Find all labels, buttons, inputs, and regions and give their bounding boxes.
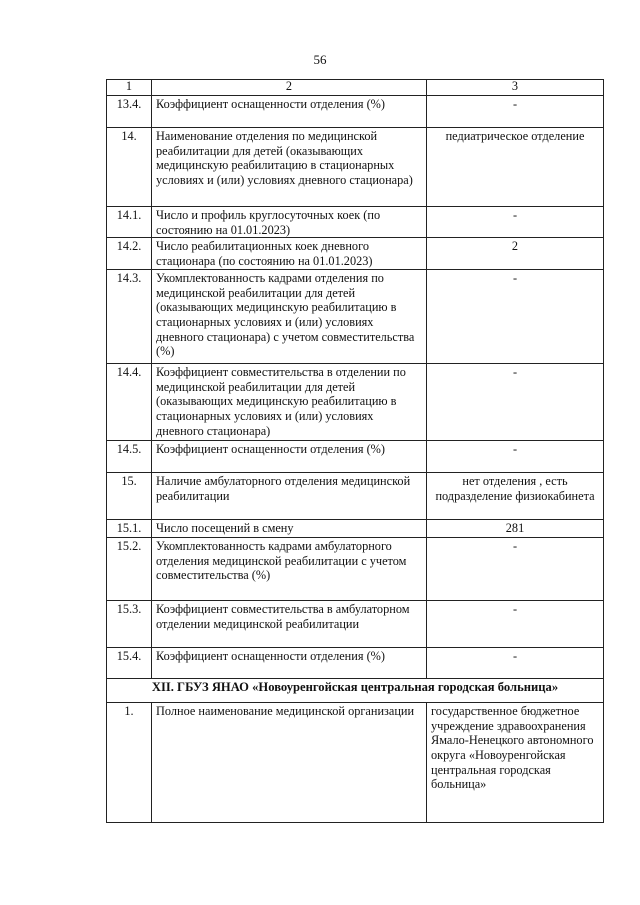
table-row (107, 364, 604, 441)
row-value: - (427, 538, 604, 601)
row-label: Укомплектованность кадрами амбулаторного отделения медицинской реабилитации с учетом совместительства (%) (152, 538, 427, 601)
row-label: Полное наименование медицинской организации (152, 703, 427, 823)
row-label: Наименование отделения по медицинской реабилитации для детей (оказывающих медицинскую реабилитацию в стационарных условиях и (или) условиях дневного стационара) (152, 128, 427, 207)
row-number: 13.4. (107, 96, 152, 128)
row-value: государственное бюджетное учреждение здравоохранения Ямало-Ненецкого автономного округа «Новоуренгойская центральная городская больница» (427, 703, 604, 823)
table-row (107, 238, 604, 270)
row-value: нет отделения , есть подразделение физиокабинета (427, 473, 604, 520)
row-value: педиатрическое отделение (427, 128, 604, 207)
section-header-row (107, 679, 604, 703)
data-table (106, 79, 604, 823)
row-value: - (427, 441, 604, 473)
row-label: Коэффициент совместительства в отделении по медицинской реабилитации для детей (оказывающих медицинскую реабилитацию в стационарных условиях и (или) условиях дневного стационара) (152, 364, 427, 441)
row-value: - (427, 648, 604, 679)
row-value: - (427, 96, 604, 128)
row-number: 14.2. (107, 238, 152, 270)
row-label: Число посещений в смену (152, 520, 427, 538)
row-number: 15.1. (107, 520, 152, 538)
table-header-row (107, 80, 604, 96)
section-title: XII. ГБУЗ ЯНАО «Новоуренгойская центральная городская больница» (107, 679, 604, 703)
row-number: 15.2. (107, 538, 152, 601)
row-value: - (427, 270, 604, 364)
row-number: 14.1. (107, 207, 152, 238)
header-col-1: 1 (107, 80, 152, 96)
header-col-2: 2 (152, 80, 427, 96)
table-row (107, 441, 604, 473)
table-row (107, 648, 604, 679)
row-number: 1. (107, 703, 152, 823)
table-row (107, 520, 604, 538)
row-label: Коэффициент совместительства в амбулаторном отделении медицинской реабилитации (152, 601, 427, 648)
row-label: Укомплектованность кадрами отделения по медицинской реабилитации для детей (оказывающих медицинскую реабилитацию в стационарных условиях и (или) условиях дневного стационара) с учетом совместительства (%) (152, 270, 427, 364)
table-row (107, 703, 604, 823)
row-number: 14.4. (107, 364, 152, 441)
row-number: 14. (107, 128, 152, 207)
page-number: 56 (313, 52, 327, 67)
table-row (107, 96, 604, 128)
row-number: 15. (107, 473, 152, 520)
row-value: - (427, 364, 604, 441)
row-number: 15.4. (107, 648, 152, 679)
row-value: - (427, 601, 604, 648)
row-label: Коэффициент оснащенности отделения (%) (152, 441, 427, 473)
row-label: Коэффициент оснащенности отделения (%) (152, 96, 427, 128)
row-label: Наличие амбулаторного отделения медицинской реабилитации (152, 473, 427, 520)
row-value: - (427, 207, 604, 238)
table-row (107, 270, 604, 364)
table-row (107, 601, 604, 648)
table-row (107, 128, 604, 207)
row-number: 15.3. (107, 601, 152, 648)
table-row (107, 538, 604, 601)
row-label: Число реабилитационных коек дневного стационара (по состоянию на 01.01.2023) (152, 238, 427, 270)
row-value: 281 (427, 520, 604, 538)
row-number: 14.3. (107, 270, 152, 364)
header-col-3: 3 (427, 80, 604, 96)
table-row (107, 207, 604, 238)
row-label: Число и профиль круглосуточных коек (по состоянию на 01.01.2023) (152, 207, 427, 238)
row-number: 14.5. (107, 441, 152, 473)
row-label: Коэффициент оснащенности отделения (%) (152, 648, 427, 679)
row-value: 2 (427, 238, 604, 270)
table-row (107, 473, 604, 520)
